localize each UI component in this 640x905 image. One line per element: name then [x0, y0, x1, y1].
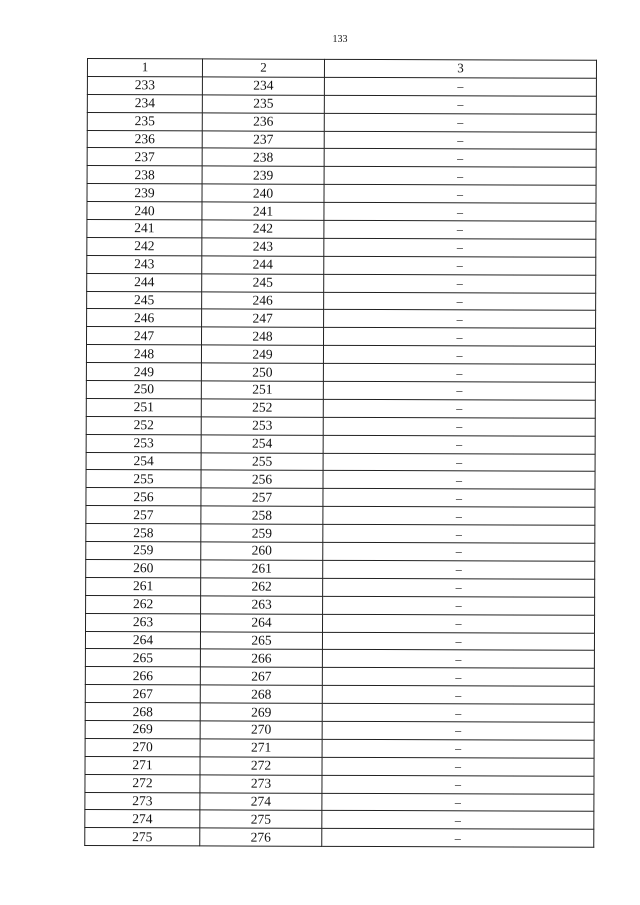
page-number: 133 — [332, 34, 348, 45]
table-cell-col-2: 273 — [200, 775, 322, 793]
table-cell-col-1: 257 — [86, 506, 201, 524]
table-row — [87, 112, 596, 132]
table-cell-col-1: 259 — [86, 542, 201, 560]
table-cell-col-3: – — [324, 149, 596, 168]
table-cell-col-2: 238 — [202, 148, 324, 166]
table-cell-col-3: – — [324, 113, 596, 132]
table-row — [86, 416, 595, 436]
table-cell-col-2: 261 — [201, 560, 323, 578]
table-cell-col-1: 272 — [85, 774, 200, 792]
table-header-row — [87, 59, 596, 79]
table-cell-col-3: – — [322, 757, 594, 776]
table-cell-col-2: 243 — [202, 238, 324, 256]
table-cell-col-3: – — [324, 77, 596, 96]
table-cell-col-1: 234 — [87, 94, 202, 112]
table-cell-col-3: – — [323, 453, 595, 472]
table-row — [86, 488, 595, 508]
table-cell-col-3: – — [324, 310, 596, 329]
table-cell-col-3: – — [323, 399, 595, 418]
table-cell-col-1: 246 — [87, 309, 202, 327]
table-row — [85, 631, 594, 651]
table-row — [87, 255, 596, 275]
table-cell-col-2: 268 — [200, 685, 322, 703]
table-row — [85, 810, 594, 830]
table-cell-col-1: 270 — [85, 738, 200, 756]
table-cell-col-1: 236 — [87, 130, 202, 148]
table-cell-col-2: 252 — [201, 399, 323, 417]
table-cell-col-3: – — [324, 256, 596, 275]
table-row — [87, 291, 596, 311]
table-cell-col-2: 248 — [201, 327, 323, 345]
table-cell-col-2: 234 — [202, 77, 324, 95]
table-cell-col-3: – — [322, 775, 594, 794]
table-row — [86, 452, 595, 472]
table-cell-col-2: 254 — [201, 435, 323, 453]
table-cell-col-2: 264 — [200, 614, 322, 632]
table-cell-col-3: – — [322, 829, 594, 848]
table-cell-col-1: 250 — [86, 381, 201, 399]
data-table-container — [87, 58, 596, 846]
table-row — [87, 130, 596, 150]
table-cell-col-3: – — [324, 185, 596, 204]
table-cell-col-2: 263 — [201, 596, 323, 614]
table-row — [85, 703, 594, 723]
table-cell-col-1: 273 — [85, 792, 200, 810]
table-cell-col-2: 255 — [201, 452, 323, 470]
table-row — [86, 595, 595, 615]
table-cell-col-1: 255 — [86, 470, 201, 488]
table-cell-col-2: 244 — [202, 256, 324, 274]
table-cell-col-3: – — [324, 202, 596, 221]
table-cell-col-3: – — [323, 596, 595, 615]
table-cell-col-2: 237 — [202, 130, 324, 148]
table-cell-col-2: 245 — [202, 274, 324, 292]
table-row — [86, 470, 595, 490]
table-row — [86, 434, 595, 454]
table-cell-col-1: 240 — [87, 202, 202, 220]
table-row — [87, 166, 596, 186]
data-table — [84, 58, 597, 848]
table-row — [85, 828, 594, 848]
table-cell-col-1: 251 — [86, 398, 201, 416]
table-cell-col-3: – — [323, 578, 595, 597]
table-cell-col-2: 265 — [200, 631, 322, 649]
table-cell-col-2: 246 — [202, 291, 324, 309]
table-cell-col-3: – — [323, 381, 595, 400]
table-cell-col-1: 237 — [87, 148, 202, 166]
table-cell-col-1: 248 — [86, 345, 201, 363]
table-cell-col-2: 251 — [201, 381, 323, 399]
table-row — [85, 685, 594, 705]
table-cell-col-1: 245 — [87, 291, 202, 309]
table-cell-col-1: 263 — [85, 613, 200, 631]
table-row — [86, 506, 595, 526]
table-cell-col-3: – — [324, 220, 596, 239]
table-cell-col-2: 272 — [200, 757, 322, 775]
table-cell-col-2: 269 — [200, 703, 322, 721]
table-row — [85, 756, 594, 776]
table-cell-col-3: – — [323, 489, 595, 508]
table-cell-col-2: 258 — [201, 506, 323, 524]
table-cell-col-2: 274 — [200, 792, 322, 810]
table-cell-col-2: 236 — [202, 113, 324, 131]
table-cell-col-3: – — [322, 650, 594, 669]
table-row — [86, 398, 595, 418]
table-row — [85, 649, 594, 669]
table-cell-col-2: 239 — [202, 166, 324, 184]
table-cell-col-2: 276 — [200, 828, 322, 846]
table-row — [86, 363, 595, 383]
table-cell-col-1: 264 — [85, 631, 200, 649]
table-row — [86, 542, 595, 562]
table-cell-col-1: 269 — [85, 720, 200, 738]
table-cell-col-2: 267 — [200, 667, 322, 685]
table-row — [87, 273, 596, 293]
table-cell-col-3: – — [322, 811, 594, 830]
table-cell-col-1: 247 — [86, 327, 201, 345]
table-row — [86, 345, 595, 365]
table-cell-col-3: – — [323, 507, 595, 526]
table-cell-col-1: 271 — [85, 756, 200, 774]
table-cell-col-2: 250 — [201, 363, 323, 381]
table-cell-col-1: 254 — [86, 452, 201, 470]
table-cell-col-1: 274 — [85, 810, 200, 828]
table-cell-col-1: 235 — [87, 112, 202, 130]
table-row — [87, 309, 596, 329]
table-cell-col-3: – — [323, 435, 595, 454]
table-row — [85, 667, 594, 687]
table-cell-col-1: 233 — [87, 76, 202, 94]
table-cell-col-1: 267 — [85, 685, 200, 703]
table-cell-col-1: 261 — [86, 577, 201, 595]
table-cell-col-1: 265 — [85, 649, 200, 667]
table-row — [87, 237, 596, 257]
table-cell-col-3: – — [324, 167, 596, 186]
table-cell-col-3: – — [324, 238, 596, 257]
column-header-1: 1 — [87, 59, 202, 77]
table-cell-col-1: 244 — [87, 273, 202, 291]
column-header-2: 2 — [202, 59, 324, 77]
table-cell-col-2: 266 — [200, 649, 322, 667]
table-cell-col-2: 262 — [201, 578, 323, 596]
table-cell-col-2: 259 — [201, 524, 323, 542]
table-cell-col-1: 262 — [86, 595, 201, 613]
table-cell-col-3: – — [322, 668, 594, 687]
table-cell-col-3: – — [323, 560, 595, 579]
table-cell-col-1: 252 — [86, 416, 201, 434]
table-cell-col-3: – — [322, 685, 594, 704]
table-cell-col-2: 275 — [200, 810, 322, 828]
table-cell-col-1: 260 — [86, 559, 201, 577]
table-cell-col-1: 266 — [85, 667, 200, 685]
table-cell-col-3: – — [323, 542, 595, 561]
table-cell-col-3: – — [323, 471, 595, 490]
table-row — [87, 76, 596, 96]
table-cell-col-3: – — [324, 292, 596, 311]
column-header-3: 3 — [324, 59, 596, 78]
table-cell-col-3: – — [323, 363, 595, 382]
table-cell-col-2: 270 — [200, 721, 322, 739]
table-cell-col-1: 238 — [87, 166, 202, 184]
table-cell-col-2: 256 — [201, 470, 323, 488]
table-cell-col-2: 235 — [202, 95, 324, 113]
table-row — [85, 792, 594, 812]
table-cell-col-3: – — [323, 328, 595, 347]
table-cell-col-1: 275 — [85, 828, 200, 846]
table-cell-col-3: – — [322, 721, 594, 740]
table-cell-col-2: 257 — [201, 488, 323, 506]
table-cell-col-3: – — [322, 614, 594, 633]
table-cell-col-2: 249 — [201, 345, 323, 363]
table-row — [85, 613, 594, 633]
table-cell-col-2: 271 — [200, 739, 322, 757]
table-row — [86, 381, 595, 401]
table-cell-col-2: 241 — [202, 202, 324, 220]
table-cell-col-3: – — [322, 632, 594, 651]
table-cell-col-1: 249 — [86, 363, 201, 381]
table-cell-col-3: – — [322, 703, 594, 722]
table-row — [86, 577, 595, 597]
table-cell-col-2: 253 — [201, 417, 323, 435]
table-body — [85, 76, 597, 847]
table-cell-col-3: – — [322, 793, 594, 812]
table-cell-col-3: – — [322, 739, 594, 758]
table-row — [85, 720, 594, 740]
table-cell-col-3: – — [323, 417, 595, 436]
table-cell-col-2: 240 — [202, 184, 324, 202]
table-cell-col-2: 260 — [201, 542, 323, 560]
table-row — [85, 774, 594, 794]
table-row — [87, 202, 596, 222]
table-cell-col-1: 258 — [86, 524, 201, 542]
table-row — [85, 738, 594, 758]
table-cell-col-1: 253 — [86, 434, 201, 452]
table-cell-col-2: 242 — [202, 220, 324, 238]
table-cell-col-1: 256 — [86, 488, 201, 506]
table-row — [87, 220, 596, 240]
table-row — [86, 327, 595, 347]
table-cell-col-3: – — [323, 524, 595, 543]
table-cell-col-1: 241 — [87, 220, 202, 238]
table-row — [87, 148, 596, 168]
table-cell-col-3: – — [324, 274, 596, 293]
table-row — [87, 184, 596, 204]
table-cell-col-3: – — [324, 95, 596, 114]
table-cell-col-1: 268 — [85, 703, 200, 721]
table-row — [87, 94, 596, 114]
table-cell-col-1: 243 — [87, 255, 202, 273]
table-row — [86, 524, 595, 544]
table-row — [86, 559, 595, 579]
table-cell-col-2: 247 — [202, 309, 324, 327]
table-cell-col-1: 239 — [87, 184, 202, 202]
table-cell-col-3: – — [324, 131, 596, 150]
table-cell-col-1: 242 — [87, 237, 202, 255]
table-cell-col-3: – — [323, 346, 595, 365]
